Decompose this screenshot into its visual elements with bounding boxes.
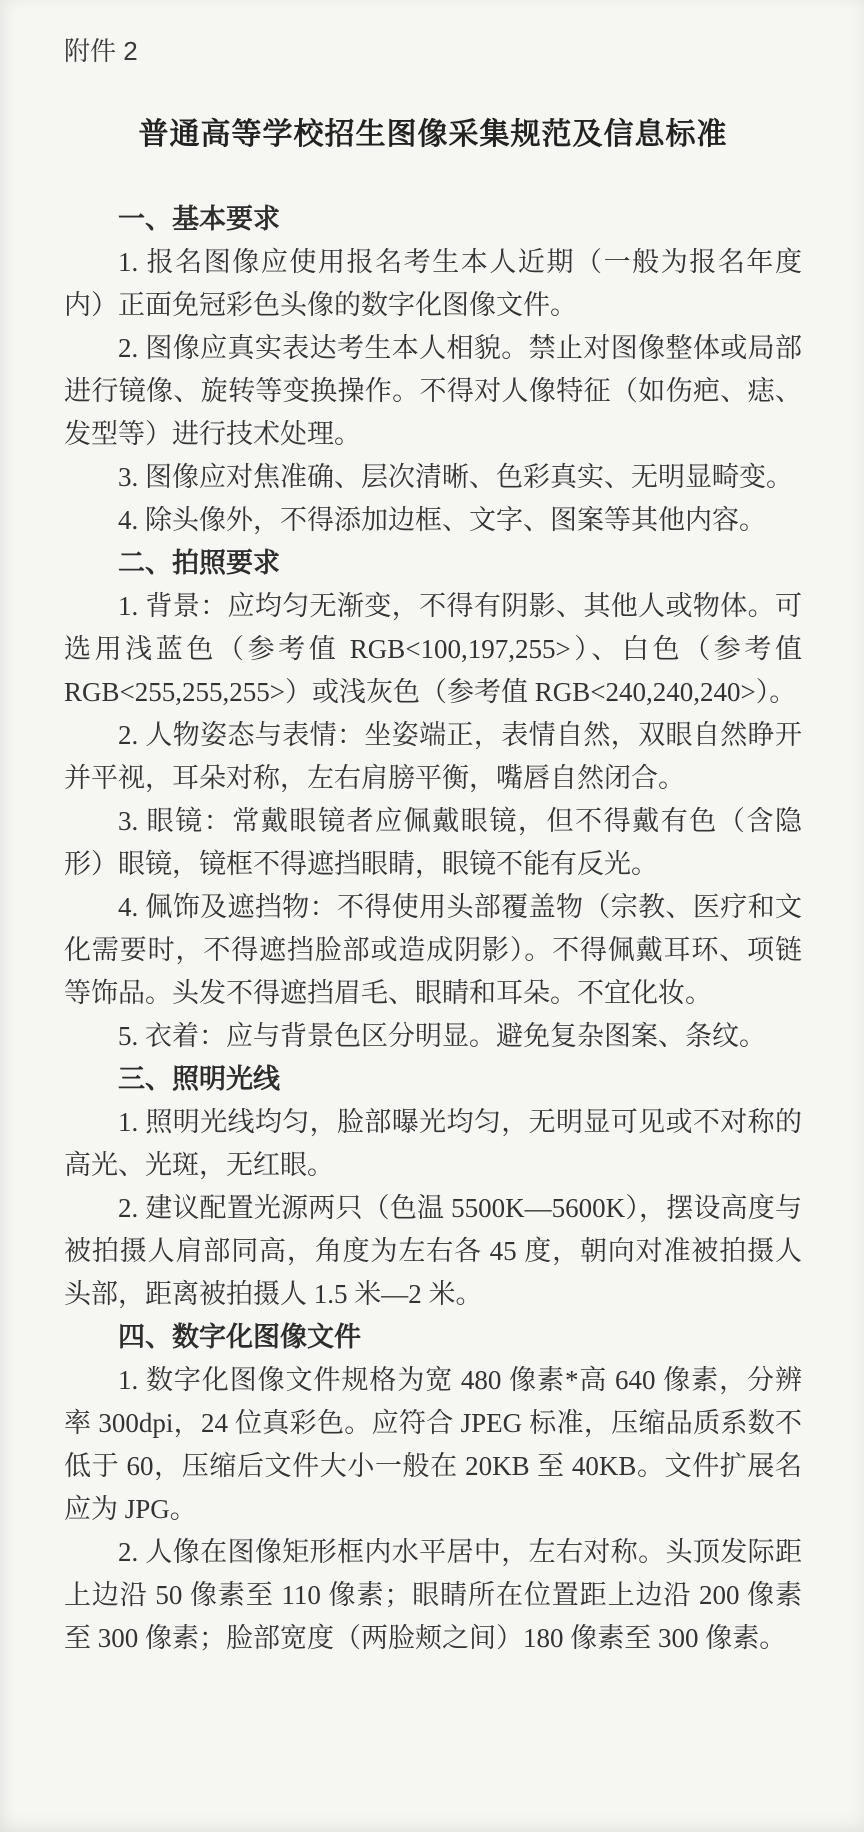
paragraph: 2. 图像应真实表达考生本人相貌。禁止对图像整体或局部进行镜像、旋转等变换操作。不得对人像特征（如伤疤、痣、发型等）进行技术处理。: [64, 333, 802, 449]
paragraph: 2. 人物姿态与表情：坐姿端正，表情自然，双眼自然睁开并平视，耳朵对称，左右肩膀平衡，嘴唇自然闭合。: [64, 720, 802, 793]
paragraph: 5. 衣着：应与背景色区分明显。避免复杂图案、条纹。: [118, 1021, 766, 1051]
paragraph: 1. 数字化图像文件规格为宽 480 像素*高 640 像素，分辨率 300dpi，24 位真彩色。应符合 JPEG 标准，压缩品质系数不低于 60，压缩后文件大小一般在 20KB 至 40KB。文件扩展名应为 JPG。: [64, 1365, 802, 1524]
paragraph: 2. 建议配置光源两只（色温 5500K—5600K），摆设高度与被拍摄人肩部同高，角度为左右各 45 度，朝向对准被拍摄人头部，距离被拍摄人 1.5 米—2 米。: [64, 1193, 802, 1309]
paragraph: 1. 背景：应均匀无渐变，不得有阴影、其他人或物体。可选用浅蓝色（参考值 RGB<100,197,255>）、白色（参考值 RGB<255,255,255>）或浅灰色（参考值 RGB<240,240,240>）。: [64, 591, 802, 707]
paragraph: 2. 人像在图像矩形框内水平居中，左右对称。头顶发际距上边沿 50 像素至 110 像素；眼睛所在位置距上边沿 200 像素至 300 像素；脸部宽度（两脸颊之间）180 像素至 300 像素。: [64, 1537, 802, 1653]
paragraph: 3. 图像应对焦准确、层次清晰、色彩真实、无明显畸变。: [118, 462, 793, 492]
attachment-label: 附件 2: [64, 36, 138, 66]
paragraph: 1. 照明光线均匀，脸部曝光均匀，无明显可见或不对称的高光、光斑，无红眼。: [64, 1107, 802, 1180]
paragraph: 4. 佩饰及遮挡物：不得使用头部覆盖物（宗教、医疗和文化需要时，不得遮挡脸部或造成阴影）。不得佩戴耳环、项链等饰品。头发不得遮挡眉毛、眼睛和耳朵。不宜化妆。: [64, 892, 802, 1008]
section-heading-digital-image-file: 四、数字化图像文件: [118, 1322, 361, 1352]
paragraph: 1. 报名图像应使用报名考生本人近期（一般为报名年度内）正面免冠彩色头像的数字化图像文件。: [64, 247, 802, 320]
section-photo-requirements: [64, 542, 802, 1058]
section-heading-basic-requirements: 一、基本要求: [118, 204, 280, 234]
section-heading-photo-requirements: 二、拍照要求: [118, 548, 280, 578]
section-digital-image-file: [64, 1316, 802, 1660]
paragraph: 3. 眼镜：常戴眼镜者应佩戴眼镜，但不得戴有色（含隐形）眼镜，镜框不得遮挡眼睛，眼镜不能有反光。: [64, 806, 802, 879]
section-basic-requirements: [64, 198, 802, 542]
page-title: 普通高等学校招生图像采集规范及信息标准: [138, 118, 728, 151]
paragraph: 4. 除头像外，不得添加边框、文字、图案等其他内容。: [118, 505, 766, 535]
section-lighting: [64, 1058, 802, 1316]
section-heading-lighting: 三、照明光线: [118, 1064, 280, 1094]
